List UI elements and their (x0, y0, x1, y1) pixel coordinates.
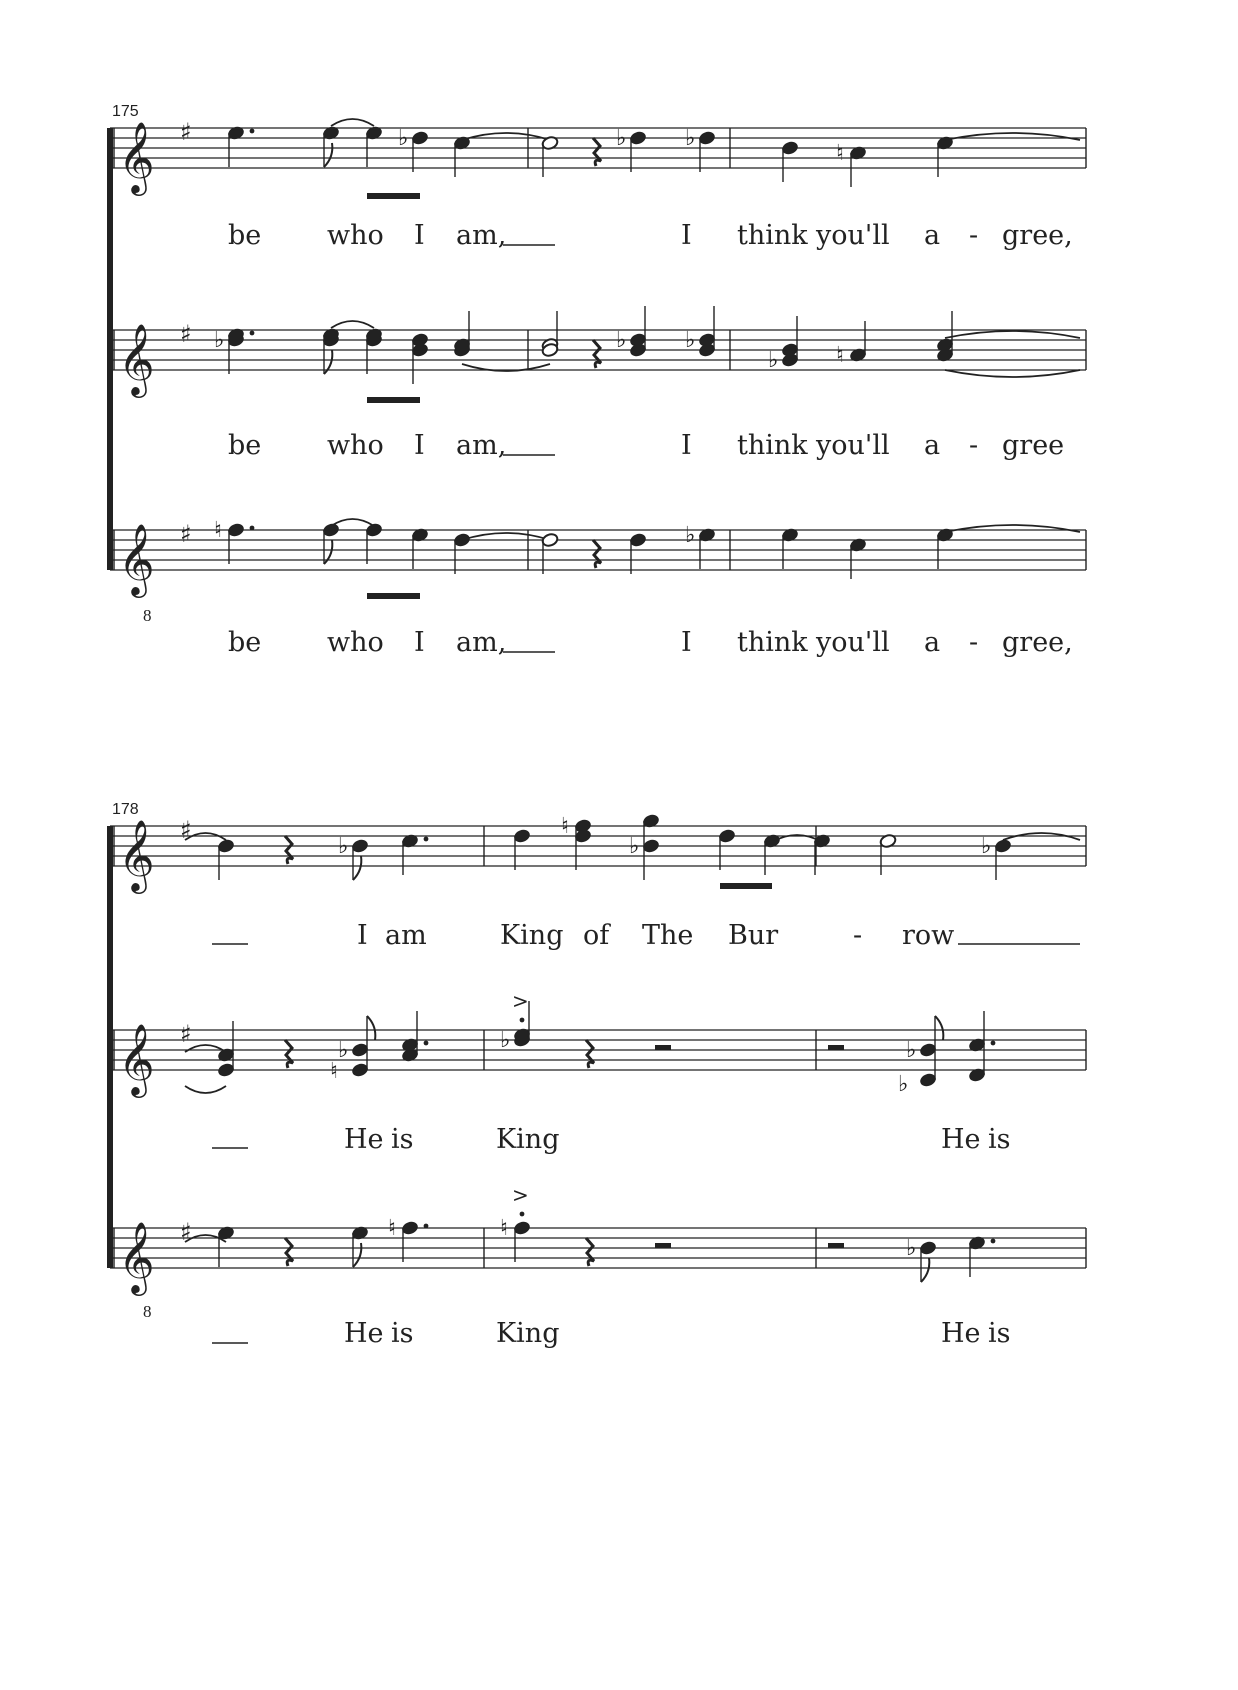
lyric-syllable: am, (456, 220, 507, 251)
flat-icon: ♭ (906, 1236, 917, 1261)
key-sharp-icon: ♯ (180, 118, 192, 146)
note-beam (720, 883, 772, 889)
quarter-rest-icon (285, 836, 293, 864)
key-sharp-icon: ♯ (180, 320, 192, 348)
lyric-syllable: - (853, 920, 863, 951)
notehead (217, 838, 235, 853)
flat-icon: ♭ (338, 1038, 349, 1063)
notehead (919, 1240, 937, 1255)
notehead (698, 342, 716, 357)
flat-icon: ♭ (685, 523, 696, 548)
quarter-rest-icon (593, 138, 601, 166)
lyric-syllable: I (681, 220, 692, 251)
note-flag (353, 1243, 361, 1267)
lyric-syllable: I (414, 627, 425, 658)
notehead (629, 130, 647, 145)
augmentation-dot (991, 1239, 996, 1244)
notehead (629, 342, 647, 357)
lyric-syllable: you'll (816, 627, 890, 658)
lyric-syllable: am (385, 920, 427, 951)
augmentation-dot (250, 331, 255, 336)
lyric-syllable: who (327, 220, 384, 251)
half-rest-icon (655, 1243, 671, 1248)
flat-icon: ♭ (981, 834, 992, 859)
lyric-syllable: He (941, 1318, 981, 1349)
notehead (642, 838, 660, 853)
half-rest-icon (655, 1045, 671, 1050)
lyric-syllable: He (344, 1124, 384, 1155)
flat-icon: ♭ (338, 834, 349, 859)
notehead (781, 352, 799, 367)
lyric-syllable: He (941, 1124, 981, 1155)
note-flag (353, 856, 361, 880)
notehead (351, 1042, 369, 1057)
tie (945, 133, 1080, 140)
lyric-syllable: you'll (816, 220, 890, 251)
lyric-syllable: gree (1002, 430, 1065, 461)
flat-icon: ♭ (629, 834, 640, 859)
lyrics-line (344, 1318, 1011, 1349)
augmentation-dot (250, 129, 255, 134)
notehead (718, 828, 736, 843)
note-flag (935, 1016, 943, 1040)
notehead (351, 838, 369, 853)
tie (331, 321, 374, 328)
flat-icon: ♭ (500, 1028, 511, 1053)
lyric-syllable: The (642, 920, 694, 951)
key-sharp-icon: ♯ (180, 520, 192, 548)
notehead (994, 838, 1012, 853)
accent-icon: > (512, 989, 529, 1013)
lyrics-line (344, 1124, 1011, 1155)
flat-icon: ♭ (685, 126, 696, 151)
notehead (919, 1042, 937, 1057)
lyric-syllable: of (583, 920, 610, 951)
tie (945, 370, 1080, 377)
lyrics-line (357, 920, 954, 951)
lyric-syllable: King (500, 920, 564, 951)
staccato-dot (520, 1018, 525, 1023)
lyric-syllable: who (327, 430, 384, 461)
notehead (365, 522, 383, 537)
lyric-syllable: am, (456, 627, 507, 658)
notehead (227, 522, 245, 537)
augmentation-dot (424, 837, 429, 842)
note-beam (367, 193, 420, 199)
tie (462, 133, 550, 140)
lyric-syllable: think (737, 430, 808, 461)
note-flag (921, 1258, 929, 1282)
key-sharp-icon: ♯ (180, 1218, 192, 1246)
augmentation-dot (424, 1224, 429, 1229)
treble-clef-icon: 𝄞 (118, 322, 155, 395)
notehead (351, 1062, 369, 1077)
system-bracket (107, 128, 113, 570)
notehead (781, 140, 799, 155)
tie (945, 525, 1080, 532)
quarter-rest-icon (593, 540, 601, 568)
notehead (919, 1072, 937, 1087)
accent-icon: > (512, 1183, 529, 1207)
note-flag (324, 143, 332, 167)
natural-icon: ♮ (836, 141, 844, 166)
note-beam (367, 397, 420, 403)
augmentation-dot (991, 1041, 996, 1046)
lyric-syllable: a (924, 430, 941, 461)
lyric-syllable: King (496, 1318, 560, 1349)
notehead (513, 1220, 531, 1235)
lyric-syllable: He (344, 1318, 384, 1349)
lyric-syllable: be (228, 430, 262, 461)
quarter-rest-icon (586, 1040, 594, 1068)
treble-clef-icon: 𝄞 (118, 1220, 155, 1293)
notehead (698, 130, 716, 145)
tie (331, 119, 374, 126)
notehead (322, 522, 340, 537)
tie (331, 519, 374, 526)
lyrics-line (228, 430, 1064, 461)
augmentation-dot (424, 1041, 429, 1046)
notehead (411, 130, 429, 145)
quarter-rest-icon (586, 1238, 594, 1266)
lyric-syllable: be (228, 220, 262, 251)
flat-icon: ♭ (768, 348, 779, 373)
lyric-syllable: I (414, 220, 425, 251)
notehead (574, 828, 592, 843)
lyric-syllable: is (988, 1318, 1011, 1349)
lyric-syllable: row (902, 920, 955, 951)
treble-clef-icon: 𝄞 (118, 1022, 155, 1095)
tie (185, 1086, 226, 1093)
key-sharp-icon: ♯ (180, 1020, 192, 1048)
lyric-syllable: I (357, 920, 368, 951)
system-bracket (107, 826, 113, 1268)
quarter-rest-icon (593, 340, 601, 368)
quarter-rest-icon (285, 1040, 293, 1068)
notehead (541, 532, 559, 547)
lyric-syllable: gree, (1002, 220, 1073, 251)
flat-icon: ♭ (616, 328, 627, 353)
lyric-syllable: is (988, 1124, 1011, 1155)
lyric-syllable: think (737, 627, 808, 658)
clef-octave-marker: 8 (143, 606, 152, 625)
note-flag (367, 1016, 375, 1040)
lyric-syllable: think (737, 220, 808, 251)
treble-clef-icon: 𝄞 (118, 818, 155, 891)
flat-icon: ♭ (616, 126, 627, 151)
half-rest-icon (828, 1045, 844, 1050)
lyric-syllable: - (969, 627, 979, 658)
treble-clef-icon: 𝄞 (118, 522, 155, 595)
measure-number: 178 (112, 801, 139, 818)
notehead (401, 1220, 419, 1235)
half-rest-icon (828, 1243, 844, 1248)
lyrics-line (228, 627, 1073, 658)
lyric-syllable: be (228, 627, 262, 658)
clef-octave-marker: 8 (143, 1302, 152, 1321)
lyric-syllable: who (327, 627, 384, 658)
natural-icon: ♮ (836, 343, 844, 368)
lyric-syllable: I (681, 627, 692, 658)
lyric-syllable: is (391, 1124, 414, 1155)
lyric-syllable: I (681, 430, 692, 461)
quarter-rest-icon (285, 1238, 293, 1266)
notehead (629, 532, 647, 547)
lyric-syllable: King (496, 1124, 560, 1155)
lyric-syllable: is (391, 1318, 414, 1349)
staccato-dot (520, 1212, 525, 1217)
note-beam (367, 593, 420, 599)
key-sharp-icon: ♯ (180, 816, 192, 844)
lyric-syllable: am, (456, 430, 507, 461)
lyric-syllable: - (969, 430, 979, 461)
lyric-syllable: a (924, 627, 941, 658)
measure-number: 175 (112, 103, 139, 120)
natural-icon: ♮ (388, 1216, 396, 1241)
flat-icon: ♭ (214, 328, 225, 353)
notehead (411, 342, 429, 357)
natural-icon: ♮ (330, 1059, 338, 1084)
natural-icon: ♮ (500, 1216, 508, 1241)
flat-icon: ♭ (906, 1038, 917, 1063)
flat-icon: ♭ (898, 1072, 909, 1097)
lyrics-line (228, 220, 1073, 251)
flat-icon: ♭ (685, 328, 696, 353)
flat-icon: ♭ (398, 126, 409, 151)
notehead (513, 828, 531, 843)
notehead (217, 1062, 235, 1077)
tie (462, 533, 550, 540)
lyric-syllable: I (414, 430, 425, 461)
notation-layer (107, 118, 1086, 1343)
lyric-syllable: Bur (728, 920, 779, 951)
treble-clef-icon: 𝄞 (118, 120, 155, 193)
natural-icon: ♮ (561, 814, 569, 839)
augmentation-dot (250, 526, 255, 531)
tie (945, 331, 1080, 338)
lyric-syllable: a (924, 220, 941, 251)
lyric-syllable: gree, (1002, 627, 1073, 658)
natural-icon: ♮ (214, 518, 222, 543)
lyric-syllable: you'll (816, 430, 890, 461)
lyric-syllable: - (969, 220, 979, 251)
